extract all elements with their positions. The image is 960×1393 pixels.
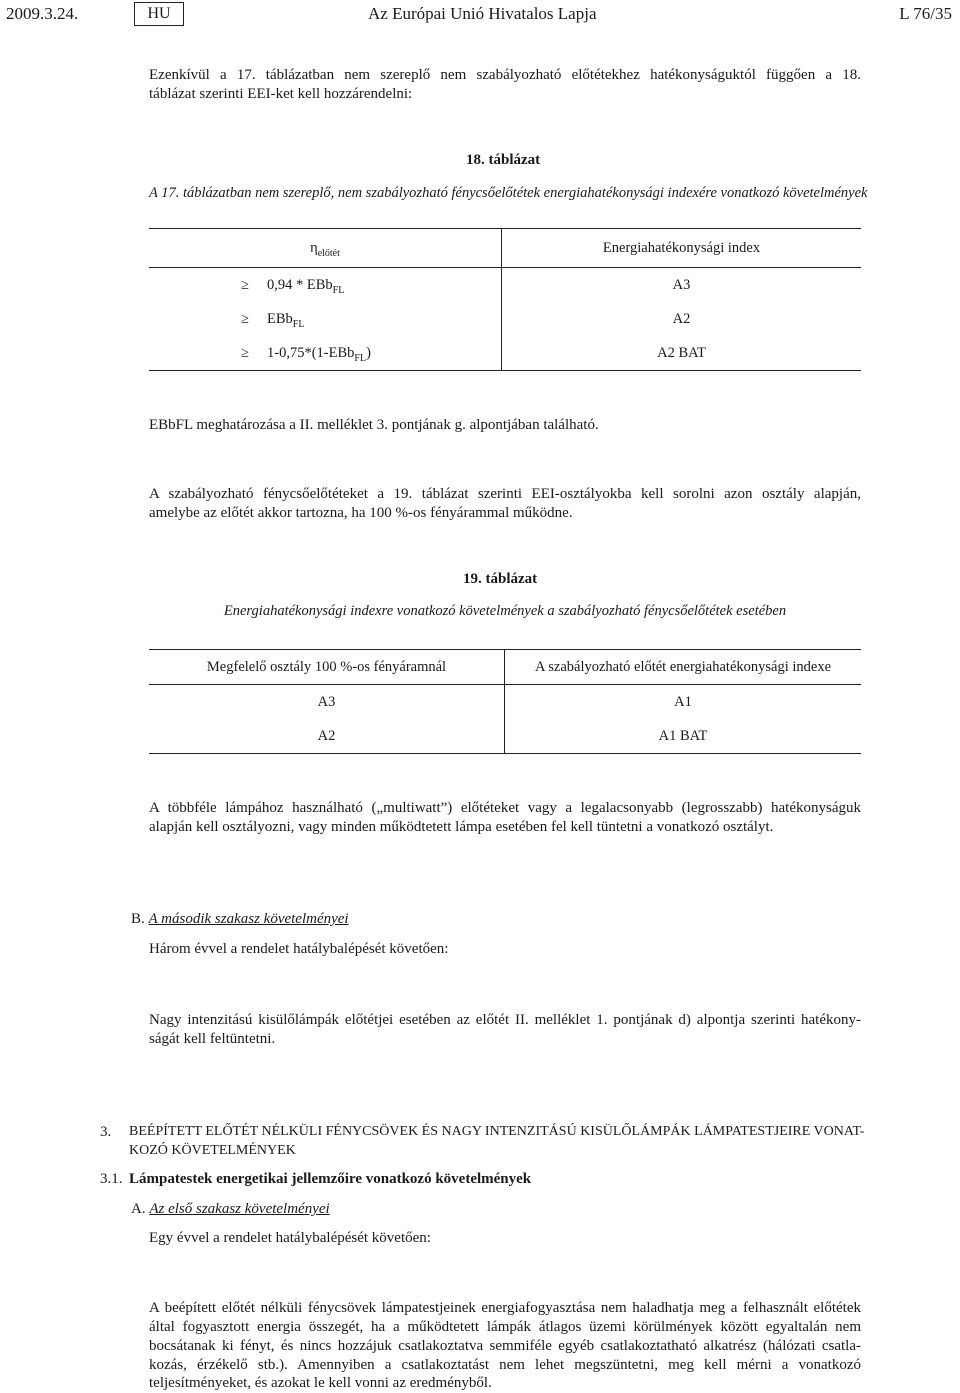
- section-3-1-number: 3.1.: [100, 1171, 123, 1187]
- table18-col2-header: Energiahatékonysági index: [502, 229, 862, 268]
- table-row: [149, 268, 861, 303]
- table19-col2-header: A szabályozható előtét energiahatékonysági indexe: [505, 650, 862, 685]
- table19-number: 19. táblázat: [463, 571, 538, 587]
- final-para-line-5: teljesítményeket, és azokat le kell vonni az eredményből.: [149, 1375, 492, 1391]
- table19-col1-header: Megfelelő osztály 100 %-os fényáramnál: [149, 650, 505, 685]
- table18-cell: A2 BAT: [502, 336, 862, 371]
- table18-cell: A2: [672, 310, 691, 327]
- intro-line-2: táblázat szerinti EEI-ket kell hozzárendelni:: [149, 86, 413, 102]
- table19-cell: A3: [149, 685, 505, 720]
- table18-caption: A 17. táblázatban nem szereplő, nem szabályozható fénycsőelőtétek energiahatékonysági indexére vonatkozó követelmények: [149, 185, 868, 201]
- section-b-text: Három évvel a rendelet hatálybalépését követően:: [149, 941, 449, 957]
- section-3-number: 3.: [100, 1124, 112, 1140]
- page-number: L 76/35: [899, 4, 952, 23]
- intro-line-1: Ezenkívül a 17. táblázatban nem szereplő nem szabályozható előtétekhez hatékonyságuktól függően a 18.: [149, 67, 861, 83]
- table19-cell: A2: [149, 719, 505, 754]
- table18: [149, 228, 861, 371]
- table18-col1-header: $\eta_{előtét}$: [149, 229, 502, 268]
- section-a-title: Az első szakasz követelményei: [149, 1201, 330, 1217]
- ebbfl-note: EBbFL meghatározása a II. melléklet 3. pontjának g. alpontjában található.: [149, 417, 599, 433]
- table18-number: 18. táblázat: [466, 152, 541, 168]
- table19-cell: A1: [674, 693, 692, 710]
- table19: [149, 649, 861, 754]
- table18-cell: ≥ 0,94 * EBb$_{FL}$: [149, 268, 502, 303]
- table18-cell: ≥ EBb$_{FL}$: [149, 302, 502, 336]
- publication-date: 2009.3.24.: [6, 4, 79, 23]
- page-header: [0, 2, 960, 24]
- language-badge: HU: [134, 2, 184, 26]
- section-a-letter: A.: [131, 1201, 146, 1217]
- table18-cell: A3: [672, 276, 691, 293]
- journal-title: Az Európai Unió Hivatalos Lapja: [368, 4, 597, 23]
- section-3-title-line-1: BEÉPÍTETT ELŐTÉT NÉLKÜLI FÉNYCSÖVEK ÉS NAGY INTENZITÁSÚ KISÜLŐLÁMPÁK LÁMPATESTJEIRE VONAT-: [129, 1124, 865, 1139]
- final-para-line-3: bocsátanak ki fényt, és nincs hozzájuk csatlakoztatva semmiféle egyéb csatlakoztatható alkatrész (hálózati csatla-: [149, 1338, 861, 1354]
- section-a-heading: [131, 1201, 330, 1218]
- hid-para-line-1: Nagy intenzitású kisülőlámpák előtétjei esetében az előtét II. melléklet 1. pontjának d) alpontja szerinti hatékony-: [149, 1012, 861, 1028]
- regulated-para-line-1: A szabályozható fénycsőelőtéteket a 19. táblázat szerinti EEI-osztályokba kell sorolni azon osztály alapján,: [149, 486, 861, 502]
- table-row: [149, 336, 861, 371]
- final-para-line-2: által fogyasztott energia összegét, ha a működtetett lámpák átlagos üzemi körülmények között egyaltalán nem: [149, 1319, 861, 1335]
- section-b-heading: [131, 911, 349, 928]
- section-3-title-line-2: KOZÓ KÖVETELMÉNYEK: [129, 1143, 296, 1158]
- section-a-text: Egy évvel a rendelet hatálybalépését követően:: [149, 1230, 431, 1246]
- section-b-title: A második szakasz követelményei: [148, 911, 349, 927]
- section-3-1-title: Lámpatestek energetikai jellemzőire vonatkozó követelmények: [129, 1171, 532, 1187]
- table18-cell: ≥ 1-0,75*(1-EBb$_{FL}$): [149, 336, 502, 371]
- table19-caption: Energiahatékonysági indexre vonatkozó követelmények a szabályozható fénycsőelőtétek esetében: [223, 603, 787, 619]
- table19-cell: A1 BAT: [505, 719, 862, 754]
- final-para-line-1: A beépített előtét nélküli fénycsövek lámpatestjeinek energiafogyasztása nem haladhatja meg a felhasznált előtétek: [149, 1300, 861, 1316]
- hid-para-line-2: ságát kell feltüntetni.: [149, 1031, 276, 1047]
- multiwatt-para-line-2: alapján kell osztályozni, vagy minden működtetett lámpa esetében fel kell tüntetni a vonatkozó osztályt.: [149, 819, 774, 835]
- regulated-para-line-2: amelybe az előtét akkor tartozna, ha 100 %-os fényárammal működne.: [149, 505, 573, 521]
- table-row: [149, 302, 861, 336]
- final-para-line-4: kozás, érzékelő stb.). Amennyiben a csatlakoztatást nem lehet megszüntetni, meg kell mérni a vonatkozó: [149, 1357, 861, 1373]
- section-b-letter: B.: [131, 911, 145, 927]
- table-row: [149, 719, 861, 754]
- table-row: [149, 685, 861, 720]
- multiwatt-para-line-1: A többféle lámpához használható („multiwatt”) előtéteket vagy a legalacsonyabb (legrosszabb) hatékonyságuk: [149, 800, 861, 816]
